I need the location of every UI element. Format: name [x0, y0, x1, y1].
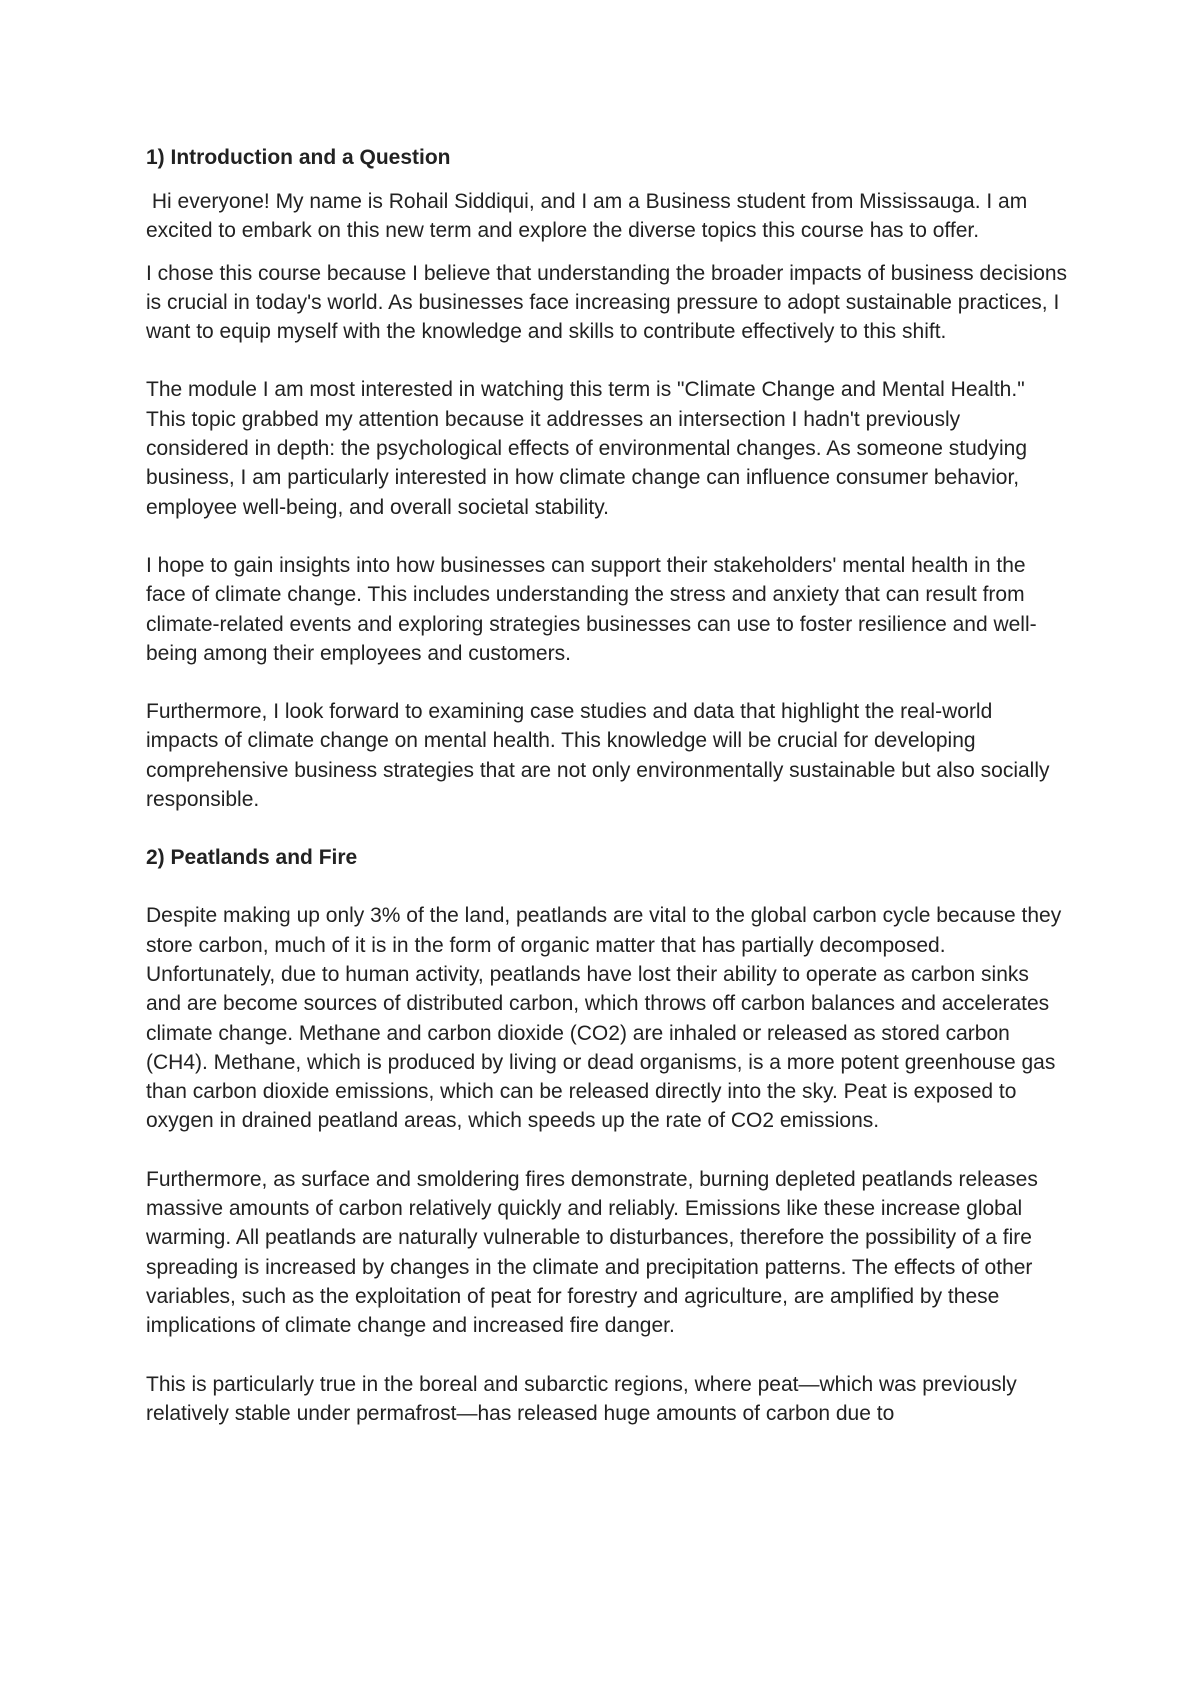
peatlands-paragraph-2: Furthermore, as surface and smoldering fires demonstrate, burning depleted peatlands releases massive amounts of carbon relatively quickly and reliably. Emissions like these increase global warming. All peatlands are naturally vulnerable to disturbances, therefore the possibility of a fire spreading is increased by changes in the climate and precipitation patterns. The effects of other variables, such as the exploitation of peat for forestry and agriculture, are amplified by these implications of climate change and increased fire danger.	[146, 1167, 1044, 1338]
peatlands-paragraph-1: Despite making up only 3% of the land, peatlands are vital to the global carbon cycle because they store carbon, much of it is in the form of organic matter that has partially decomposed. Unfortunately, due to human activity, peatlands have lost their ability to operate as carbon sinks and are become sources of distributed carbon, which throws off carbon balances and accelerates climate change. Methane and carbon dioxide (CO2) are inhaled or released as stored carbon (CH4). Methane, which is produced by living or dead organisms, is a more potent greenhouse gas than carbon dioxide emissions, which can be released directly into the sky. Peat is exposed to oxygen in drained peatland areas, which speeds up the rate of CO2 emissions.	[146, 904, 1068, 1133]
intro-paragraph-5: Furthermore, I look forward to examining case studies and data that highlight the real-world impacts of climate change on mental health. This knowledge will be crucial for developing comprehensive business strategies that are not only environmentally sustainable but also socially responsible.	[146, 700, 1056, 812]
intro-paragraph-1: Hi everyone! My name is Rohail Siddiqui, and I am a Business student from Mississauga. I am excited to embark on this new term and explore the diverse topics this course has to offer.	[146, 190, 1034, 243]
intro-paragraph-2: I chose this course because I believe that understanding the broader impacts of business decisions is crucial in today's world. As businesses face increasing pressure to adopt sustainable practices, I want to equip myself with the knowledge and skills to contribute effectively to this shift.	[146, 261, 1073, 344]
intro-paragraph-3: The module I am most interested in watching this term is "Climate Change and Mental Health." This topic grabbed my attention because it addresses an intersection I hadn't previously considered in depth: the psychological effects of environmental changes. As someone studying business, I am particularly interested in how climate change can influence consumer behavior, employee well-being, and overall societal stability.	[146, 378, 1033, 519]
section-heading-introduction: 1) Introduction and a Question	[146, 146, 451, 169]
document-body	[146, 143, 1073, 1428]
intro-paragraph-4: I hope to gain insights into how businesses can support their stakeholders' mental health in the face of climate change. This includes understanding the stress and anxiety that can result from climate-related events and exploring strategies businesses can use to foster resilience and well-being among their employees and customers.	[146, 553, 1037, 665]
section-heading-peatlands: 2) Peatlands and Fire	[146, 846, 358, 870]
peatlands-paragraph-3: This is particularly true in the boreal and subarctic regions, where peat—which was previously relatively stable under permafrost—has released huge amounts of carbon due to	[146, 1372, 1023, 1425]
